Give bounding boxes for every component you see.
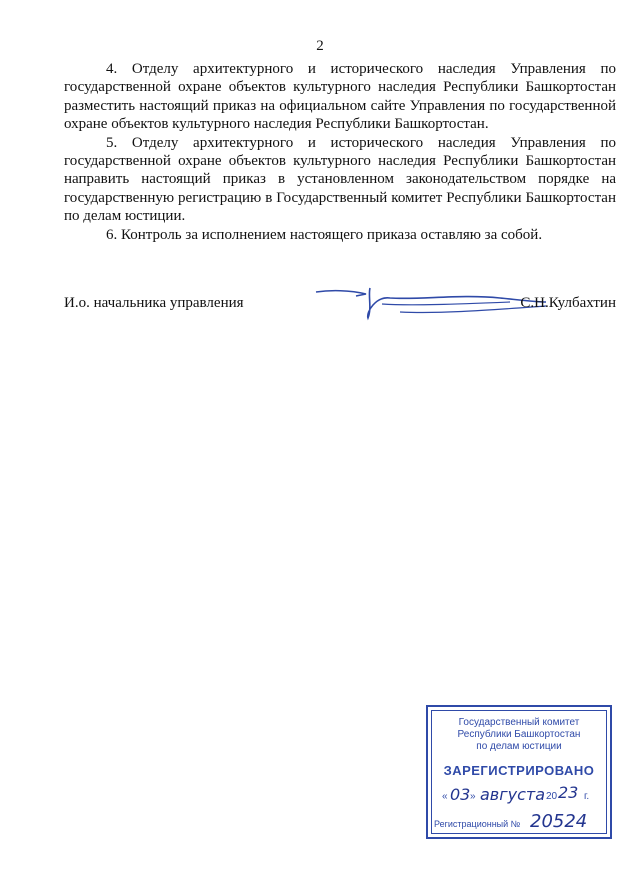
document-body [64, 60, 616, 244]
stamp-line-2: Республики Башкортостан [457, 729, 581, 740]
signer-title: И.о. начальника управления [64, 295, 244, 311]
date-open-quote: « [442, 791, 448, 802]
stamp-registration [432, 811, 606, 833]
stamp-date [434, 785, 604, 807]
stamp-status: ЗАРЕГИСТРИРОВАНО [443, 763, 595, 778]
stamp-line-3: по делам юстиции [476, 741, 562, 752]
date-close-quote: » [470, 791, 476, 802]
signature-block [64, 288, 616, 328]
signer-name: С.Н.Кулбахтин [520, 295, 616, 311]
registration-number: 20524 [530, 811, 588, 832]
paragraph-item-6: 6. Контроль за исполнением настоящего приказа оставляю за собой. [106, 226, 543, 243]
handwritten-signature-icon [310, 282, 550, 322]
paragraph-item-5: 5. Отделу архитектурного и исторического наследия Управления по государственной охране объектов культурного наследия Республики Башкортостан направить настоящий приказ в установленном законодательством порядке на государственную регистрацию в Государственный комитет Республики Башкортостан по делам юстиции. [64, 134, 616, 225]
date-year-unit: г. [584, 791, 590, 802]
date-year-prefix: 20 [546, 791, 558, 802]
registration-stamp [426, 705, 612, 839]
registration-label: Регистрационный № [434, 819, 521, 829]
date-month: августа [480, 785, 546, 804]
paragraph-item-4: 4. Отделу архитектурного и исторического наследия Управления по государственной охране объектов культурного наследия Республики Башкортостан разместить настоящий приказ на официальном сайте Управления по государственной охране объектов культурного наследия Республики Башкортостан. [64, 61, 616, 133]
page-number: 2 [316, 38, 324, 54]
date-year-suffix: 23 [558, 783, 579, 802]
date-day: 03 [450, 785, 471, 804]
stamp-line-1: Государственный комитет [458, 717, 580, 728]
